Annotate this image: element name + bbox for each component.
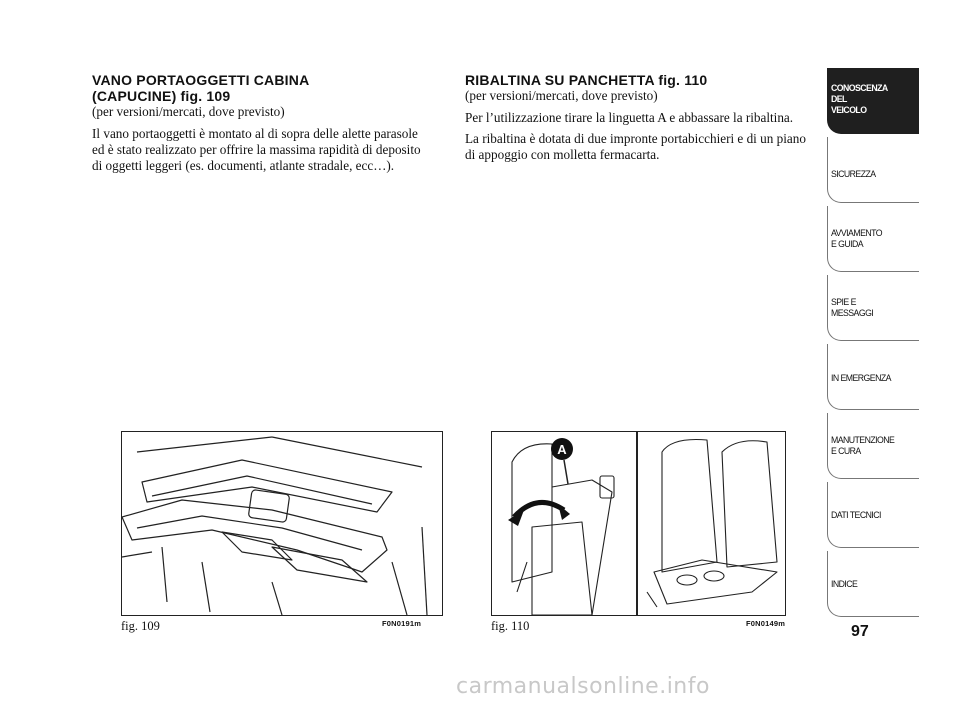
tab-in-emergenza[interactable]: IN EMERGENZA [827,344,919,410]
tab-conoscenza-del-veicolo[interactable]: CONOSCENZA DEL VEICOLO [827,68,919,134]
figure-code: F0N0191m [382,619,422,628]
body-paragraph: Il vano portaoggetti è montato al di sopra delle alette parasole ed è stato realizzato per offrire la massima rapidità di deposito di oggetti leggeri (es. documenti, atlante stradale, ecc…). [92,126,421,173]
tab-indice[interactable]: INDICE [827,551,919,617]
page-number: 97 [851,623,869,640]
right-column [465,72,810,168]
bench-flap-drawing [492,432,785,615]
watermark: carmanualsonline.info [456,674,710,699]
figure-110-illustration [491,431,786,616]
availability-note: (per versioni/mercati, dove previsto) [92,104,285,119]
figure-caption: fig. 109 [121,619,160,633]
figure-code: F0N0149m [746,619,786,628]
figure-109-illustration [121,431,443,616]
tab-spie-e-messaggi[interactable]: SPIE E MESSAGGI [827,275,919,341]
availability-note: (per versioni/mercati, dove previsto) [465,88,658,103]
tab-sicurezza[interactable]: SICUREZZA [827,137,919,203]
tab-dati-tecnici[interactable]: DATI TECNICI [827,482,919,548]
cabin-storage-drawing [122,432,442,615]
tab-avviamento-e-guida[interactable]: AVVIAMENTO E GUIDA [827,206,919,272]
section-title-ribaltina: RIBALTINA SU PANCHETTA fig. 110 [465,72,708,88]
callout-a-label: A [557,442,567,457]
figure-caption: fig. 110 [491,619,530,633]
body-paragraph: La ribaltina è dotata di due impronte portabicchieri e di un piano di appoggio con molletta fermacarta. [465,131,806,162]
left-column [92,72,427,179]
body-paragraph: Per l’utilizzazione tirare la linguetta A e abbassare la ribaltina. [465,110,794,125]
tab-manutenzione-e-cura[interactable]: MANUTENZIONE E CURA [827,413,919,479]
section-title-capucine: VANO PORTAOGGETTI CABINA (CAPUCINE) fig. 109 [92,72,310,104]
